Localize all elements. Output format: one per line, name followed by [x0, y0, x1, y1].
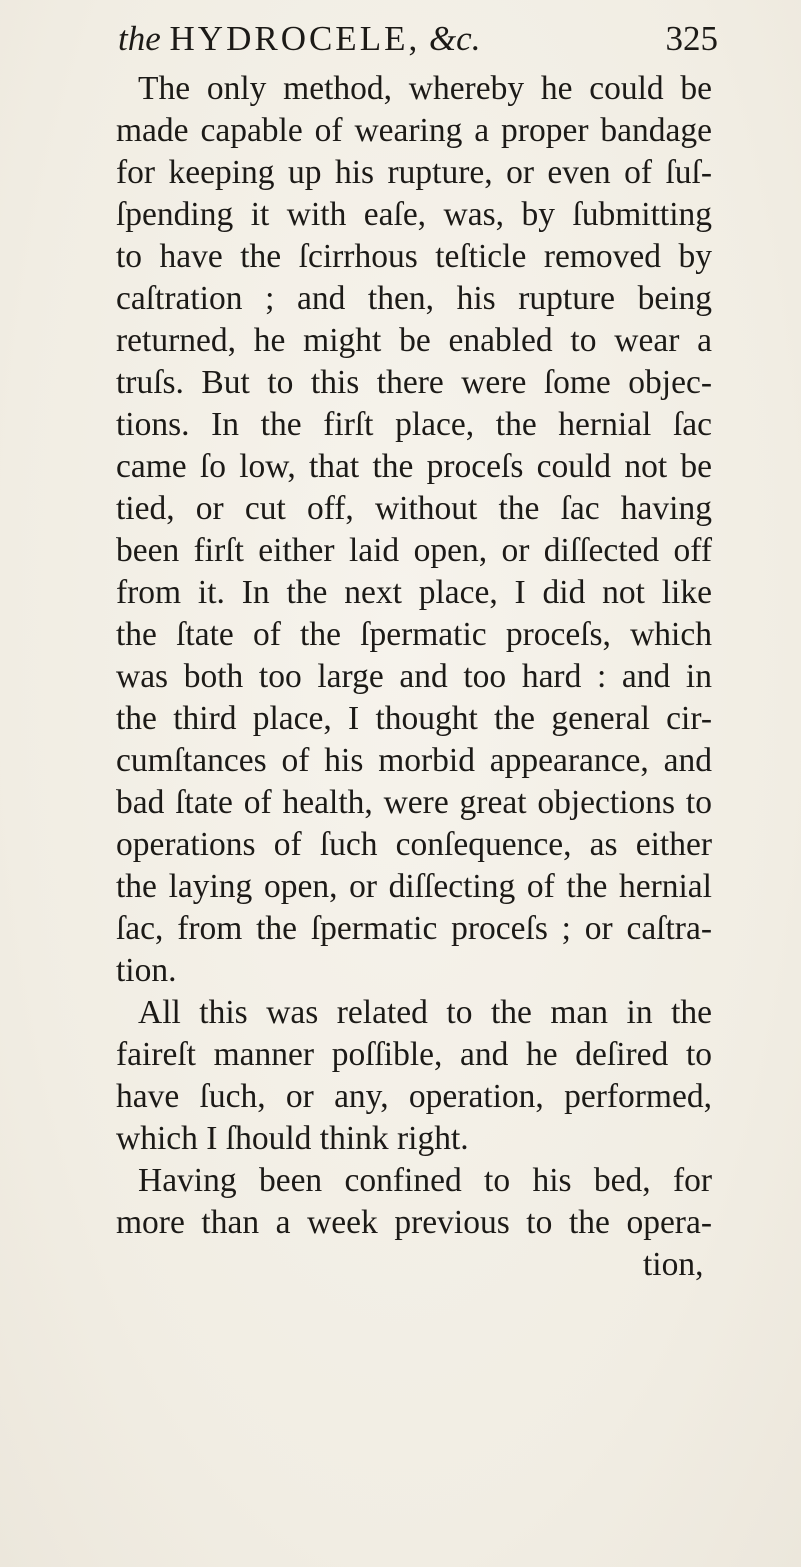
text-line: have ſuch, or any, operation, performed,: [116, 1078, 712, 1115]
text-line: tion.: [116, 952, 177, 989]
text-line: faireſt manner poſſible, and he deſired to: [116, 1036, 712, 1073]
text-line: which I ſhould think right.: [116, 1120, 469, 1157]
text-line: operations of ſuch conſequence, as either: [116, 826, 712, 863]
text-line: the ſtate of the ſpermatic proceſs, which: [116, 616, 712, 653]
text-line: tion,: [643, 1246, 704, 1283]
text-line: the laying open, or diſſecting of the hernial: [116, 868, 712, 905]
text-line: came ſo low, that the proceſs could not be: [116, 448, 712, 485]
text-line: All this was related to the man in the: [138, 994, 712, 1031]
page-number: 325: [665, 19, 718, 58]
text-line: ſpending it with eaſe, was, by ſubmitting: [116, 196, 712, 233]
text-line: tions. In the firſt place, the hernial ſac: [116, 406, 712, 443]
text-line: The only method, whereby he could be: [138, 70, 712, 107]
text-line: more than a week previous to the opera-: [116, 1204, 712, 1241]
text-line: returned, he might be enabled to wear a: [116, 322, 712, 359]
text-line: Having been confined to his bed, for: [138, 1162, 712, 1199]
text-line: cumſtances of his morbid appearance, and: [116, 742, 712, 779]
text-line: been firſt either laid open, or diſſected off: [116, 532, 712, 569]
running-header: [118, 14, 718, 64]
header-etc: &c.: [428, 19, 481, 58]
text-line: ſac, from the ſpermatic proceſs ; or caſtra-: [116, 910, 712, 947]
text-line: for keeping up his rupture, or even of ſuſ-: [116, 154, 712, 191]
header-prefix: the: [118, 19, 161, 58]
text-line: truſs. But to this there were ſome objec-: [116, 364, 712, 401]
text-line: was both too large and too hard : and in: [116, 658, 712, 695]
text-line: made capable of wearing a proper bandage: [116, 112, 712, 149]
text-line: tied, or cut off, without the ſac having: [116, 490, 712, 527]
text-line: the third place, I thought the general cir-: [116, 700, 712, 737]
text-line: to have the ſcirrhous teſticle removed by: [116, 238, 712, 275]
text-line: bad ſtate of health, were great objections to: [116, 784, 712, 821]
text-line: caſtration ; and then, his rupture being: [116, 280, 712, 317]
header-title: HYDROCELE,: [169, 19, 421, 58]
text-line: from it. In the next place, I did not like: [116, 574, 712, 611]
